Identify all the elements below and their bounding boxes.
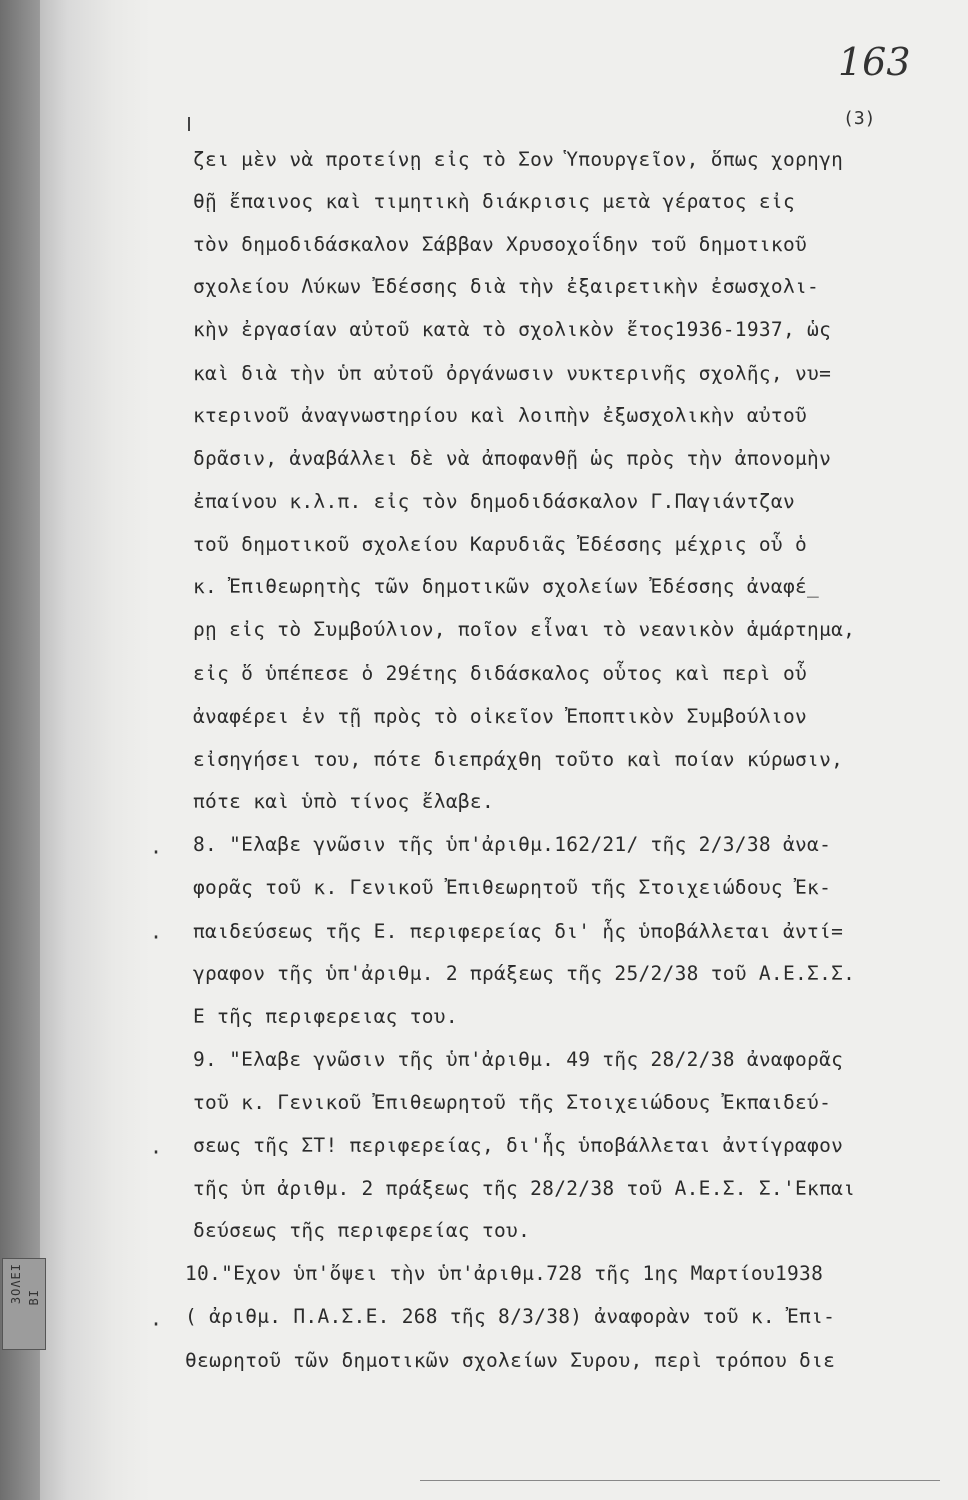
- spine-text-2: ΒΙ: [27, 1289, 41, 1306]
- item-10-line-1: 10."Εχον ὑπ'ὄψει τὴν ὑπ'ἀριθμ.728 τῆς 1ης Μαρτίου1938: [185, 1262, 824, 1285]
- text-line-9: ἐπαίνου κ.λ.π. εἰς τὸν δημοδιδάσκαλον Γ.Παγιάντζαν: [193, 490, 795, 513]
- text-line-12: ρῃ εἰς τὸ Συμβούλιον, ποῖον εἶναι τὸ νεανικὸν ἁμάρτημα,: [193, 618, 856, 641]
- item-8-line-4: γραφον τῆς ὑπ'ἀριθμ. 2 πράξεως τῆς 25/2/38 τοῦ Α.Ε.Σ.Σ.: [193, 962, 856, 985]
- item-9-line-1: 9. "Ελαβε γνῶσιν τῆς ὑπ'ἀριθμ. 49 τῆς 28/2/38 ἀναφορᾶς: [193, 1048, 844, 1071]
- text-line-10: τοῦ δημοτικοῦ σχολείου Καρυδιᾶς Ἐδέσσης μέχρις οὗ ὁ: [193, 533, 808, 556]
- item-8-line-1: 8. "Ελαβε γνῶσιν τῆς ὑπ'ἀριθμ.162/21/ τῆς 2/3/38 ἀνα-: [193, 833, 832, 856]
- text-line-14: ἀναφέρει ἐν τῇ πρὸς τὸ οἰκεῖον Ἐποπτικὸν Συμβούλιον: [193, 705, 808, 728]
- spine-text-1: ЗΟΛΕΙ: [9, 1263, 23, 1305]
- text-line-13: εἰς ὅ ὑπέπεσε ὁ 29έτης διδάσκαλος οὗτος καὶ περὶ οὗ: [193, 662, 808, 685]
- item-8-line-5: Ε τῆς περιφερειας του.: [193, 1005, 458, 1028]
- text-line-15: εἰσηγήσει του, πότε διεπράχθη τοῦτο καὶ ποίαν κύρωσιν,: [193, 748, 844, 771]
- item-9-line-3: σεως τῆς ΣΤ! περιφερείας, δι'ἧς ὑποβάλλεται ἀντίγραφον: [193, 1134, 844, 1157]
- item-9-line-4: τῆς ὑπ ἀριθμ. 2 πράξεως τῆς 28/2/38 τοῦ Α.Ε.Σ. Σ.'Εκπαι: [193, 1177, 856, 1200]
- item-9-line-5: δεύσεως τῆς περιφερείας του.: [193, 1219, 531, 1242]
- text-line-8: δρᾶσιν, ἀναβάλλει δὲ νὰ ἀποφανθῇ ὡς πρὸς τὴν ἀπονομὴν: [193, 447, 832, 470]
- item-8-line-2: φορᾶς τοῦ κ. Γενικοῦ Ἐπιθεωρητοῦ τῆς Στοιχειώδους Ἐκ-: [193, 876, 832, 899]
- bottom-rule: [420, 1480, 940, 1481]
- margin-dot-4: ·: [150, 1312, 163, 1336]
- margin-dot-1: ·: [150, 840, 163, 864]
- margin-dot-2: ·: [150, 925, 163, 949]
- text-line-3: τὸν δημοδιδάσκαλον Σάββαν Χρυσοχοΐδην τοῦ δημοτικοῦ: [193, 233, 808, 256]
- spine-label: [2, 1258, 46, 1350]
- item-9-line-2: τοῦ κ. Γενικοῦ Ἐπιθεωρητοῦ τῆς Στοιχειώδους Ἐκπαιδεύ-: [193, 1091, 832, 1114]
- margin-mark: [188, 117, 190, 131]
- text-line-5: κὴν ἐργασίαν αὐτοῦ κατὰ τὸ σχολικὸν ἔτος1936-1937, ὡς: [193, 318, 832, 341]
- item-10-line-3: θεωρητοῦ τῶν δημοτικῶν σχολείων Συρου, περὶ τρόπου διε: [185, 1349, 836, 1372]
- text-line-4: σχολείου Λύκων Ἐδέσσης διὰ τὴν ἐξαιρετικὴν ἐσωσχολι-: [193, 275, 820, 298]
- text-line-7: κτερινοῦ ἀναγνωστηρίου καὶ λοιπὴν ἐξωσχολικὴν αὐτοῦ: [193, 404, 808, 427]
- text-line-6: καὶ διὰ τὴν ὑπ αὐτοῦ ὀργάνωσιν νυκτερινῆς σχολῆς, νυ=: [193, 362, 832, 385]
- margin-dot-3: ·: [150, 1140, 163, 1164]
- item-10-line-2: ( ἀριθμ. Π.Α.Σ.Ε. 268 τῆς 8/3/38) ἀναφορὰν τοῦ κ. Ἐπι-: [185, 1305, 836, 1328]
- handwritten-page-number: 163: [838, 40, 911, 84]
- text-line-1: ζει μὲν νὰ προτείνῃ εἰς τὸ Σον Ὑπουργεῖον, ὅπως χορηγη: [193, 148, 844, 171]
- text-line-11: κ. Ἐπιθεωρητὴς τῶν δημοτικῶν σχολείων Ἐδέσσης ἀναφέ_: [193, 575, 820, 598]
- item-8-line-3: παιδεύσεως τῆς Ε. περιφερείας δι' ἧς ὑποβάλλεται ἀντί=: [193, 920, 844, 943]
- text-line-2: θῇ ἔπαινος καὶ τιμητικὴ διάκρισις μετὰ γέρατος εἰς: [193, 190, 795, 213]
- text-line-16: πότε καὶ ὑπὸ τίνος ἔλαβε.: [193, 790, 494, 813]
- section-number: (3): [843, 108, 876, 129]
